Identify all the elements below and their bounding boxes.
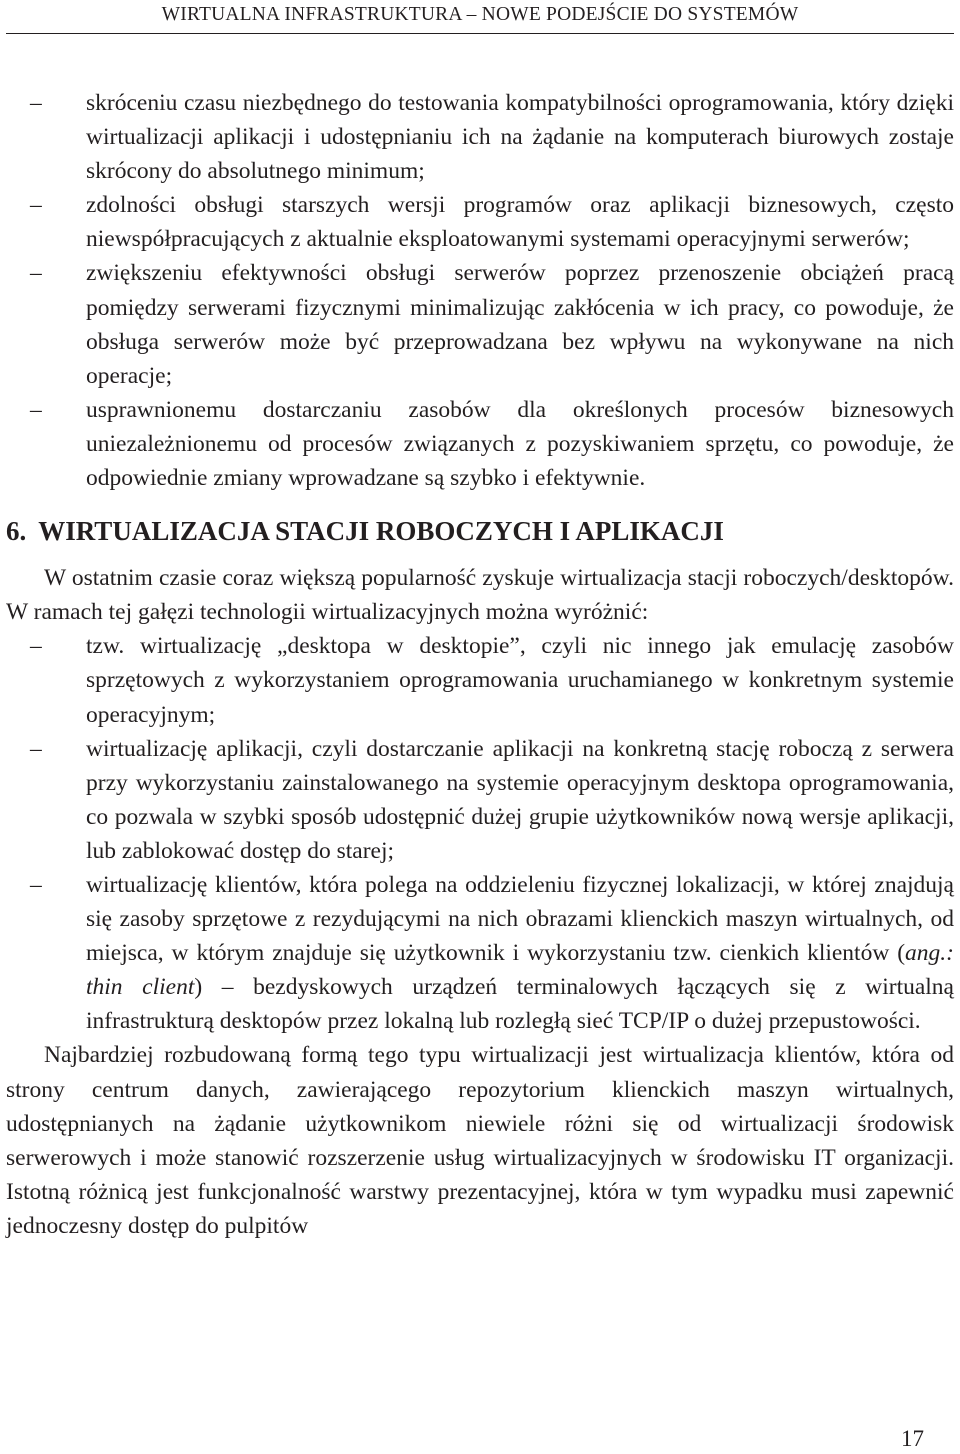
closing-paragraph: Najbardziej rozbudowaną formą tego typu wirtualizacji jest wirtualizacja klientów, która od strony centrum danych, zawierającego repozytorium klienckich maszyn wirtualnych, udostępnianych na żądanie użytkownikom niewiele różni się od wirtualizacji środowisk serwerowych i może stanowić rozszerzenie usług wirtualizacyjnych w środowisku IT organizacji. Istotną różnicą jest funkcjonalność warstwy prezentacyjnej, która w tym wypadku musi zapewnić jednoczesny dostęp do pulpitów [6,1042,954,1239]
page-content [6,86,954,1243]
list-item [6,393,954,495]
list-item-text-part: wirtualizację klientów, która polega na oddzieleniu fizycznej lokalizacji, w której znajdują się zasoby sprzętowe z rezydującymi na nich obrazami klienckich maszyn wirtualnych, od miejsca, w którym znajduje się użytkownik i wykorzystaniu tzw. cienkich klientów ( [86,871,954,967]
list-item-text: wirtualizację aplikacji, czyli dostarczanie aplikacji na konkretną stację roboczą z serwera przy wykorzystaniu zainstalowanego na systemie operacyjnym desktopa oprogramowania, co pozwala w szybki sposób udostępnić dużej grupie użytkowników nową wersje aplikacji, lub zablokować dostęp do starej; [86,735,954,864]
list-item [6,86,954,188]
list-item [6,732,954,868]
list-dash: – [30,396,42,423]
list-item [6,629,954,731]
list-dash: – [30,735,42,762]
list-dash: – [30,871,42,898]
section-heading [6,513,954,549]
section-number: 6. [6,516,27,547]
italic-term: ang.: thin client [86,940,954,1001]
list-item-text [86,872,954,1034]
list-item [6,868,954,1038]
list-item-text: zdolności obsługi starszych wersji programów oraz aplikacji biznesowych, często niewspółpracujących z aktualnie eksploatowanymi systemami operacyjnymi serwerów; [86,192,954,253]
list-dash: – [30,633,42,660]
page-number: 17 [901,1426,924,1451]
list-item-text: tzw. wirtualizację „desktopa w desktopie”, czyli nic innego jak emulację zasobów sprzętowych z wykorzystaniem oprogramowania uruchamianego w konkretnym systemie operacyjnym; [86,633,954,728]
list-item-text-part: ) – bezdyskowych urządzeń terminalowych łączących się z wirtualną infrastrukturą desktopów przez lokalną lub rozległą sieć TCP/IP o dużej przepustowości. [86,974,954,1035]
running-header-title: WIRTUALNA INFRASTRUKTURA – NOWE PODEJŚCIE DO SYSTEMÓW [161,4,799,25]
section-intro: W ostatnim czasie coraz większą popularność zyskuje wirtualizacja stacji roboczych/desktopów. W ramach tej gałęzi technologii wirtualizacyjnych można wyróżnić: [6,565,954,626]
list-dash: – [30,260,42,287]
list-item [6,256,954,392]
list-item-text: usprawnionemu dostarczaniu zasobów dla określonych procesów biznesowych uniezależnionemu od procesów związanych z pozyskiwaniem sprzętu, co powoduje, że odpowiednie zmiany wprowadzane są szybko i efektywnie. [86,396,954,492]
running-header [0,0,960,40]
list-dash: – [30,192,42,219]
header-divider [6,33,954,34]
list-item-text: skróceniu czasu niezbędnego do testowania kompatybilności oprogramowania, który dzięki wirtualizacji aplikacji i udostępnianiu ich na żądanie na komputerach biurowych zostaje skrócony do absolutnego minimum; [86,90,954,185]
list-dash: – [30,90,42,116]
list-item-text: zwiększeniu efektywności obsługi serwerów poprzez przenoszenie obciążeń pracą pomiędzy serwerami fizycznymi minimalizując zakłócenia w ich pracy, co powoduje, że obsługa serwerów może być przeprowadzana bez wpływu na wykonywane na nich operacje; [86,260,954,389]
virtualization-types-list [6,629,954,1038]
list-item [6,188,954,256]
benefits-list [6,86,954,495]
section-title: WIRTUALIZACJA STACJI ROBOCZYCH I APLIKACJI [38,516,724,547]
